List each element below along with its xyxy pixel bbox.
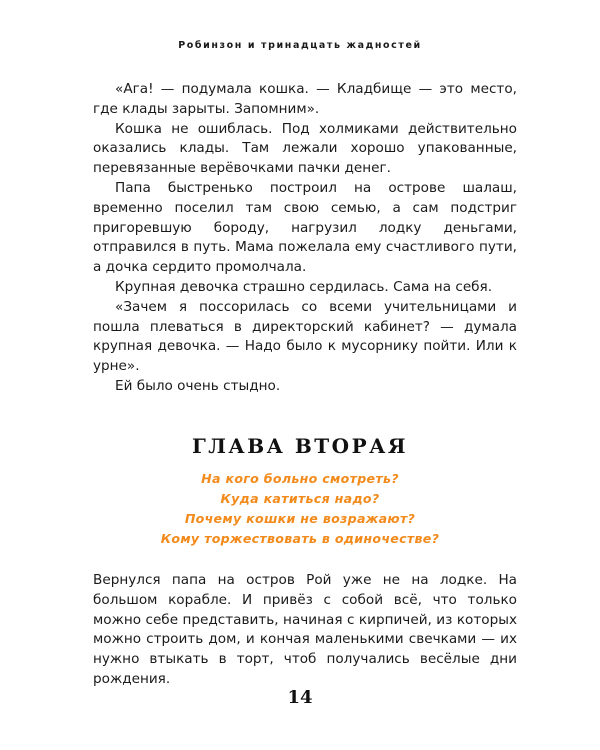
chapter-text-block (93, 571, 517, 690)
top-text-block (93, 80, 517, 397)
paragraph: Крупная девочка страшно сердилась. Сама на себя. (115, 278, 493, 295)
chapter-title: ГЛАВА ВТОРАЯ (191, 434, 409, 458)
running-head: Робинзон и тринадцать жадностей (178, 40, 422, 51)
chapter-question: На кого больно смотреть? (201, 471, 399, 486)
paragraph: «Зачем я поссорилась со всеми учительницами и пошла плеваться в директорский кабинет? — думала крупная девочка. — Надо было к мусорнику пойти. Или к урне». (93, 298, 517, 375)
paragraph: Папа быстренько построил на острове шалаш, временно поселил там свою семью, а сам подстриг пригоревшую бороду, нагрузил лодку деньгами, отправился в путь. Мама пожелала ему счастливого пути, а дочка сердито промолчала. (93, 179, 517, 276)
chapter-question: Куда катиться надо? (220, 491, 380, 506)
paragraph: «Ага! — подумала кошка. — Кладбище — это место, где клады зарыты. Запомним». (93, 81, 517, 117)
chapter-first-paragraph: Вернулся папа на остров Рой уже не на лодке. На большом корабле. И привёз с собой всё, что только можно себе представить, начиная с кирпичей, из которых можно строить дом, и кончая маленькими свечками — их нужно втыкать в торт, чтоб получались весёлые дни рождения. (93, 572, 517, 687)
chapter-question: Почему кошки не возражают? (184, 511, 416, 526)
chapter-question: Кому торжествовать в одиночестве? (160, 531, 440, 546)
paragraph: Кошка не ошиблась. Под холмиками действительно оказались клады. Там лежали хорошо упакованные, перевязанные верёвочками пачки денег. (93, 120, 517, 177)
page-number: 14 (287, 687, 313, 708)
paragraph: Ей было очень стыдно. (115, 377, 281, 394)
chapter-questions (0, 469, 600, 549)
